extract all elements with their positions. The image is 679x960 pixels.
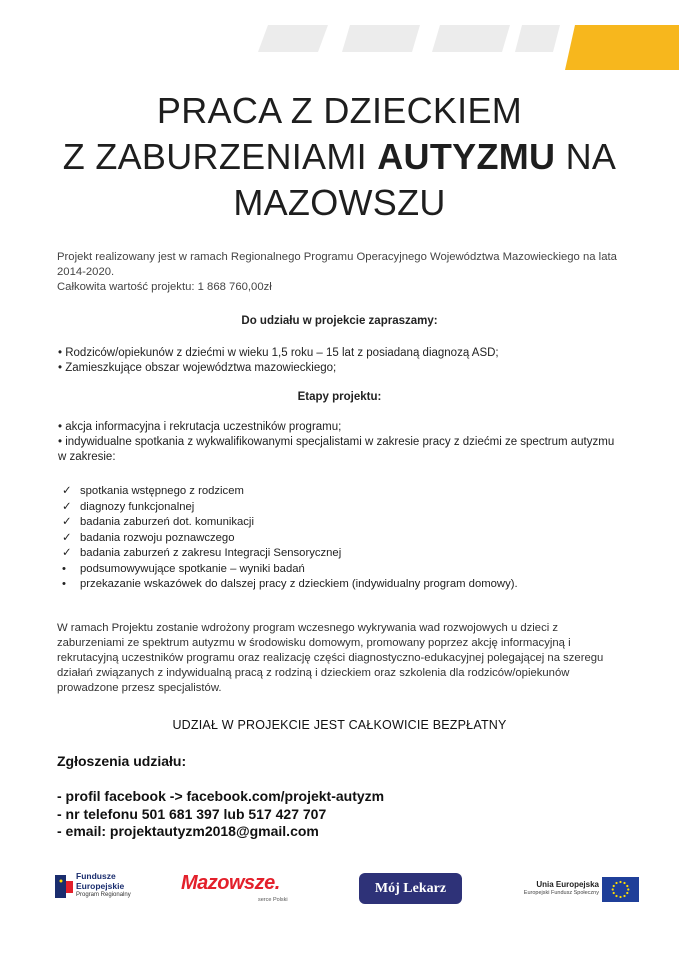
invite-list xyxy=(58,346,658,376)
fundusze-europejskie-logo: Fundusze Europejskie Program Regionalny xyxy=(76,871,131,898)
sponsor-logos xyxy=(0,864,679,924)
stages-list xyxy=(58,420,618,465)
checklist-item-text: badania zaburzeń z zakresu Integracji Sensorycznej xyxy=(80,547,342,559)
list-item: • akcja informacyjna i rekrutacja uczestników programu; xyxy=(58,421,342,433)
eu-stars-icon xyxy=(602,877,639,902)
description-paragraph: W ramach Projektu zostanie wdrożony program wczesnego wykrywania wad rozwojowych u dzieci z zaburzeniami ze spektrum autyzmu w środowisku domowym, promowany poprzez akcję informacyjną i rekrutacyjną uczestników programu oraz realizację części diagnostyczno-edukacyjnej polegającej na szeregu działań związanych z indywidualną pracą z rodziną i dzieckiem oraz szkolenia dla rodziców/opiekunów prowadzone przesz specjalistów. xyxy=(57,622,604,694)
checklist-item xyxy=(62,562,622,578)
checklist-item-text: przekazanie wskazówek do dalszej pracy z dzieckiem (indywidualny program domowy). xyxy=(80,578,518,590)
fundusze-europejskie-logo-icon xyxy=(52,871,74,901)
eu-flag-icon xyxy=(602,877,639,902)
title-highlight: AUTYZMU xyxy=(377,136,556,177)
bullet-icon: • xyxy=(62,562,66,575)
intro-text: Projekt realizowany jest w ramach Regionalnego Programu Operacyjnego Województwa Mazowieckiego na lata 2014-2020. Całkowita wartość projektu: 1 868 760,00zł xyxy=(57,251,617,293)
checklist-item xyxy=(62,546,622,562)
email-link[interactable]: - email: projektautyzm2018@gmail.com xyxy=(57,823,319,839)
checklist-item-text: badania zaburzeń dot. komunikacji xyxy=(80,516,254,528)
checklist-item xyxy=(62,500,622,516)
checklist-item xyxy=(62,515,622,531)
title-line-2: Z ZABURZENIAMI AUTYZMU NA xyxy=(62,136,617,177)
mazowsze-logo: Mazowsze. xyxy=(181,872,280,894)
checklist-item-text: spotkania wstępnego z rodzicem xyxy=(80,485,244,497)
deco-stripe-1 xyxy=(258,25,328,52)
mazowsze-tagline: serce Polski xyxy=(258,897,288,903)
checkmark-icon: ✓ xyxy=(62,516,72,528)
header-decoration xyxy=(0,0,679,80)
checklist-item-text: badania rozwoju poznawczego xyxy=(80,531,235,544)
checklist-item xyxy=(62,484,622,500)
phone-numbers[interactable]: - nr telefonu 501 681 397 lub 517 427 707 xyxy=(57,805,327,822)
checklist-item-text: diagnozy funkcjonalnej xyxy=(80,500,195,513)
list-item: • indywidualne spotkania z wykwalifikowanymi specjalistami w zakresie pracy z dziećmi ze spectrum autyzmu w zakresie: xyxy=(58,436,615,463)
checkmark-icon: ✓ xyxy=(62,547,72,559)
stages-checklist xyxy=(62,484,622,593)
free-participation-notice: UDZIAŁ W PROJEKCIE JEST CAŁKOWICIE BEZPŁATNY xyxy=(172,718,507,732)
title-line-3: MAZOWSZU xyxy=(233,182,446,223)
title-line-1: PRACA Z DZIECKIEM xyxy=(156,90,523,131)
checklist-item-text: podsumowywujące spotkanie – wyniki badań xyxy=(80,562,305,575)
list-item: • Zamieszkujące obszar województwa mazowieckiego; xyxy=(58,362,337,374)
deco-stripe-2 xyxy=(342,25,420,52)
invite-heading: Do udziału w projekcie zapraszamy: xyxy=(241,315,438,327)
stages-heading: Etapy projektu: xyxy=(297,391,382,403)
deco-yellow-block xyxy=(565,25,679,70)
checkmark-icon: ✓ xyxy=(62,531,72,544)
deco-stripe-3 xyxy=(432,25,510,52)
checklist-item xyxy=(62,577,622,593)
moj-lekarz-logo: Mój Lekarz xyxy=(359,873,462,904)
unia-europejska-logo: Unia Europejska Europejski Fundusz Społeczny xyxy=(523,880,599,896)
checkmark-icon: ✓ xyxy=(62,500,72,513)
contact-list xyxy=(57,788,384,841)
deco-stripe-4 xyxy=(515,25,560,52)
facebook-link[interactable]: - profil facebook -> facebook.com/projekt-autyzm xyxy=(57,788,385,804)
contact-heading: Zgłoszenia udziału: xyxy=(57,753,187,769)
list-item: • Rodziców/opiekunów z dziećmi w wieku 1,5 roku – 15 lat z posiadaną diagnozą ASD; xyxy=(58,347,499,359)
poster-title xyxy=(0,88,679,226)
checkmark-icon: ✓ xyxy=(62,485,72,497)
checklist-item xyxy=(62,531,622,547)
bullet-icon: • xyxy=(62,578,66,590)
